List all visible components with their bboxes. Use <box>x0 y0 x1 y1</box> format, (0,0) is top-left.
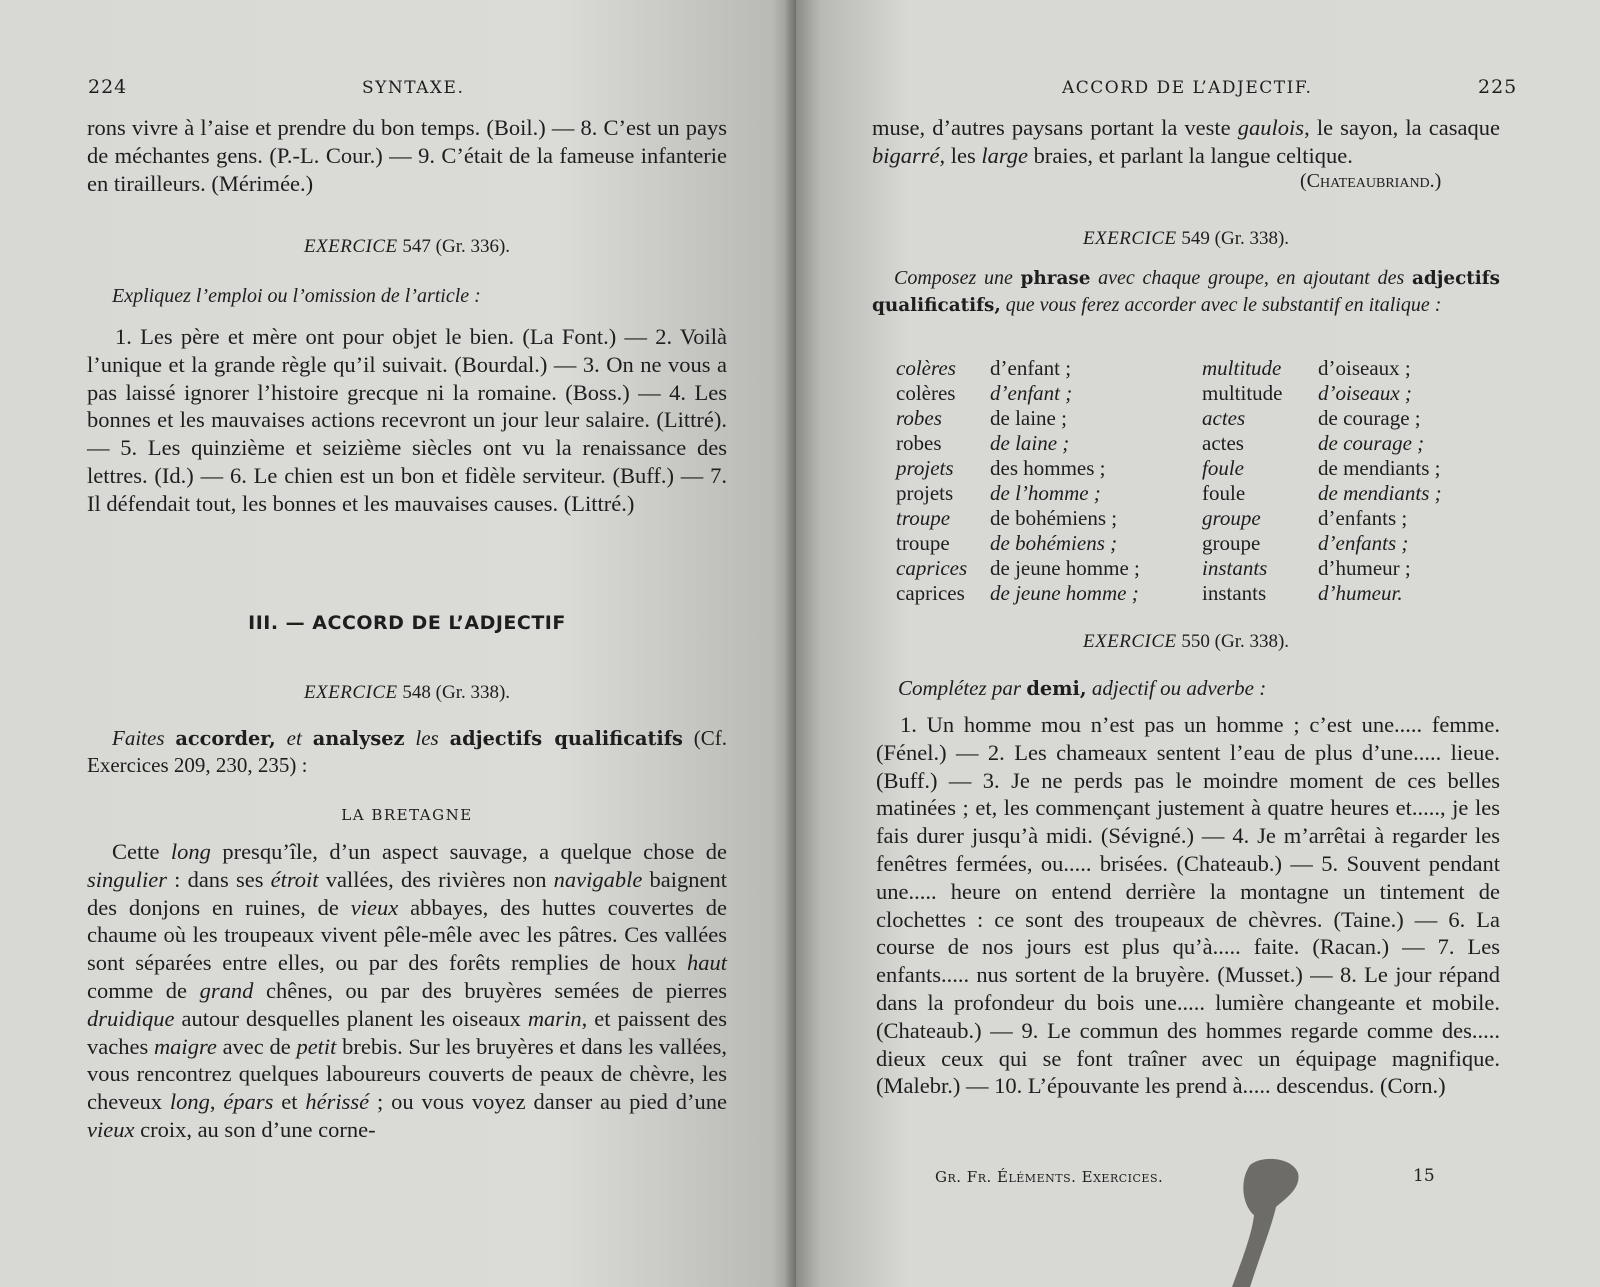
word-group-cell <box>990 481 1202 506</box>
bretagne-italic-word: haut <box>686 950 727 976</box>
word-group-cell <box>896 356 990 381</box>
italic-word: instants <box>1202 556 1268 580</box>
word-group-cell: actes <box>1202 431 1244 455</box>
word-group-cell: instants <box>1202 581 1267 605</box>
bretagne-italic-word: petit <box>296 1033 337 1059</box>
word-group-cell: d’oiseaux ; <box>1318 356 1411 380</box>
italic-word: robes <box>896 406 942 430</box>
running-title: SYNTAXE. <box>362 78 465 98</box>
word-group-row <box>896 431 1498 456</box>
exercise-547-heading: EXERCICE 547 (Gr. 336). <box>303 236 511 257</box>
bretagne-italic-word: épars <box>223 1089 274 1115</box>
word-group-cell <box>990 581 1202 606</box>
word-group-cell <box>990 431 1202 456</box>
word-group-row <box>896 556 1498 581</box>
bretagne-passage <box>87 838 727 1144</box>
word-group-cell: colères <box>896 381 956 405</box>
bretagne-italic-word: maigre <box>153 1033 217 1059</box>
bretagne-text-run: avec de <box>216 1033 297 1059</box>
bretagne-italic-word: druidique <box>87 1005 175 1031</box>
word-group-cell <box>896 506 990 531</box>
signature-mark: 15 <box>1413 1166 1435 1186</box>
exercise-550-body: 1. Un homme mou n’est pas un homme ; c’est une..... femme. (Fénel.) — 2. Les chameaux sentent l’eau de plus d’une..... lieue. (Buff.) — 3. Je ne perds pas le moindre moment de ces belles matinées ; et, les commençant justement à quatre heures et....., je les fais durer jusqu’à midi. (Sévigné.) — 4. Je m’arrêtai à regarder les fenêtres fermées, ou..... brisées. (Chateaub.) — 5. Souvent pendant une..... heure on entend derrière la montagne un tintement de clochettes : ce sont des troupeaux de chèvres. (Taine.) — 6. La course de nos jours est plus qu’à..... faite. (Racan.) — 7. Les enfants..... nus sortent de la bruyère. (Musset.) — 8. Le jour répand dans la profondeur du bois une..... lumière changeante et mobile. (Chateaub.) — 9. Le commun des hommes regarde comme des..... dieux ceux qui se font traîner avec un équipage magnifique. (Malebr.) — 10. L’épouvante les prend à..... descendus. (Corn.) <box>876 712 1500 1099</box>
italic-word: de laine ; <box>990 431 1070 455</box>
word-group-cell <box>1318 531 1498 556</box>
word-group-cell: groupe <box>1202 531 1261 555</box>
italic-word: d’enfants ; <box>1318 531 1409 555</box>
italic-word: de jeune homme ; <box>990 581 1139 605</box>
bretagne-text-run: comme de <box>87 977 200 1003</box>
bretagne-italic-word: vieux <box>87 1116 135 1142</box>
word-group-cell: de courage ; <box>1318 406 1421 430</box>
word-group-cell <box>1318 431 1498 456</box>
word-group-row <box>896 406 1498 431</box>
bretagne-italic-word: vieux <box>350 894 399 920</box>
bretagne-italic-word: hérissé <box>305 1089 370 1115</box>
italic-word: d’enfant ; <box>990 381 1073 405</box>
word-group-cell <box>896 456 990 481</box>
bretagne-text-run: Cette <box>112 839 171 864</box>
word-group-row <box>896 531 1498 556</box>
continuation-text-run: , le sayon, la casaque <box>1304 115 1500 140</box>
italic-word: de l’homme ; <box>990 481 1101 505</box>
attribution: (Chateaubriand.) <box>1300 170 1442 192</box>
word-group-cell: foule <box>1202 481 1246 505</box>
word-group-cell <box>896 406 990 431</box>
exercise-548-heading: EXERCICE 548 (Gr. 338). <box>303 682 511 703</box>
italic-word: caprices <box>896 556 968 580</box>
bretagne-text-run: croix, au son d’une corne- <box>134 1116 376 1142</box>
word-group-cell <box>1202 506 1318 531</box>
bretagne-text-run: ; ou vous voyez danser au pied d’une <box>369 1089 728 1115</box>
word-group-cell: de jeune homme ; <box>990 556 1140 580</box>
continuation-italic-word: bigarré <box>872 142 940 168</box>
word-group-cell <box>1318 581 1498 606</box>
word-group-cell: de bohémiens ; <box>990 506 1118 530</box>
bretagne-text-run: abbayes, des huttes couvertes de chaume où les troupeaux vivent pêle-mêle avec les pâtres. Ces vallées sont séparées entre elles, ou par des forêts remplies de houx <box>87 894 727 976</box>
italic-word: actes <box>1202 406 1246 430</box>
word-group-row <box>896 581 1498 606</box>
bretagne-italic-word: navigable <box>553 866 643 892</box>
bretagne-italic-word: long <box>169 1089 210 1115</box>
italic-word: de courage ; <box>1318 431 1425 455</box>
word-group-cell: des hommes ; <box>990 456 1106 480</box>
continuation-text-run: muse, d’autres paysans portant la veste <box>872 115 1238 140</box>
bretagne-italic-word: singulier <box>87 866 168 892</box>
word-groups-table <box>896 356 1498 606</box>
word-group-cell <box>990 381 1202 406</box>
word-group-cell: d’humeur ; <box>1318 556 1411 580</box>
right-page <box>796 0 1600 1287</box>
word-group-row <box>896 506 1498 531</box>
italic-word: projets <box>896 456 954 480</box>
word-group-cell <box>1202 406 1318 431</box>
exercise-549-heading: EXERCICE 549 (Gr. 338). <box>1082 228 1290 249</box>
bretagne-text-run: chênes, ou par des bruyères semées de pierres <box>253 977 727 1003</box>
section-title: III. — ACCORD DE L’ADJECTIF <box>248 612 566 634</box>
italic-word: troupe <box>896 506 951 530</box>
bretagne-text-run: , et paissent des vaches <box>87 1005 727 1059</box>
italic-word: de mendiants ; <box>1318 481 1442 505</box>
word-group-cell: d’enfant ; <box>990 356 1072 380</box>
bretagne-text-run: brebis. Sur les bruyères et dans les vallées, vous rencontrez quelques laboureurs couverts de peaux de chèvre, les cheveux <box>87 1033 727 1115</box>
word-group-cell <box>1202 356 1318 381</box>
bretagne-italic-word: étroit <box>270 866 319 892</box>
word-group-cell: robes <box>896 431 942 455</box>
bretagne-text-run: baignent des donjons en ruines, de <box>87 866 727 920</box>
bretagne-text-run: vallées, des rivières non <box>318 866 554 892</box>
bretagne-text-run: : dans ses <box>167 866 271 892</box>
exercise-550-instruction: Complétez par demi, adjectif ou adverbe : <box>898 676 1267 700</box>
word-group-cell <box>1202 456 1318 481</box>
italic-word: colères <box>896 356 956 380</box>
continuation-text: rons vivre à l’aise et prendre du bon temps. (Boil.) — 8. C’est un pays de méchantes gens. (P.-L. Cour.) — 9. C’était de la fameuse infanterie en tirailleurs. (Mérimée.) <box>87 115 727 196</box>
word-group-row <box>896 381 1498 406</box>
word-group-cell <box>1202 556 1318 581</box>
word-group-cell: troupe <box>896 531 950 555</box>
exercise-550-heading: EXERCICE 550 (Gr. 338). <box>1082 631 1290 652</box>
italic-word: foule <box>1202 456 1244 480</box>
ink-stain <box>1232 1155 1302 1287</box>
word-group-row <box>896 456 1498 481</box>
word-group-cell: multitude <box>1202 381 1283 405</box>
italic-word: d’oiseaux ; <box>1318 381 1412 405</box>
continuation-text <box>872 114 1500 170</box>
bretagne-italic-word: marin <box>527 1005 582 1031</box>
bretagne-italic-word: long <box>170 839 211 864</box>
word-group-cell: d’enfants ; <box>1318 506 1408 530</box>
bretagne-italic-word: grand <box>199 977 254 1003</box>
word-group-cell: de laine ; <box>990 406 1067 430</box>
word-group-cell: caprices <box>896 581 965 605</box>
italic-word: groupe <box>1202 506 1261 530</box>
bretagne-text-run: autour desquelles planent les oiseaux <box>174 1005 528 1031</box>
continuation-text-run: braies, et parlant la langue celtique. <box>1028 142 1353 168</box>
italic-word: de bohémiens ; <box>990 531 1118 555</box>
word-group-cell <box>1318 481 1498 506</box>
word-group-row <box>896 356 1498 381</box>
italic-word: multitude <box>1202 356 1282 380</box>
word-group-cell <box>990 531 1202 556</box>
running-title: ACCORD DE L’ADJECTIF. <box>1062 78 1313 98</box>
exercise-547-body: 1. Les père et mère ont pour objet le bien. (La Font.) — 2. Voilà l’unique et la grande règle qu’il suivait. (Bourdal.) — 3. On ne vous a pas laissé ignorer l’histoire grecque ni la romaine. (Boss.) — 4. Les bonnes et les mauvaises actions recevront un jour leur salaire. (Littré). — 5. Les quinzième et seizième siècles ont vu la renaissance des lettres. (Id.) — 6. Le chien est un bon et fidèle serviteur. (Buff.) — 7. Il défendait tout, les bonnes et les mauvaises causes. (Littré.) <box>87 324 727 516</box>
continuation-text-run: , les <box>939 142 982 168</box>
word-group-cell: projets <box>896 481 954 505</box>
bretagne-text-run: et <box>273 1089 306 1115</box>
exercise-548-instruction: Faites accorder, et analysez les adjectifs qualificatifs (Cf. Exercices 209, 230, 235) : <box>87 726 728 777</box>
bretagne-text-run: , <box>209 1089 224 1115</box>
word-group-row <box>896 481 1498 506</box>
left-page <box>0 0 796 1287</box>
word-group-cell: de mendiants ; <box>1318 456 1441 480</box>
exercise-547-instruction: Expliquez l’emploi ou l’omission de l’article : <box>112 285 481 307</box>
page-number: 224 <box>88 76 128 98</box>
italic-word: d’humeur. <box>1318 581 1403 605</box>
word-group-cell <box>896 556 990 581</box>
page-number: 225 <box>1478 76 1518 98</box>
bretagne-text-run: presqu’île, d’un aspect sauvage, a quelque chose de <box>210 839 728 864</box>
footer-signature-text: Gr. Fr. Éléments. Exercices. <box>935 1168 1164 1186</box>
exercise-549-instruction: Composez une phrase avec chaque groupe, en ajoutant des adjectifs qualificatifs, que vous ferez accorder avec le substantif en italique : <box>872 267 1501 316</box>
passage-subtitle: LA BRETAGNE <box>341 806 473 824</box>
word-group-cell <box>1318 381 1498 406</box>
continuation-italic-word: gaulois <box>1237 115 1305 140</box>
continuation-italic-word: large <box>981 142 1029 168</box>
